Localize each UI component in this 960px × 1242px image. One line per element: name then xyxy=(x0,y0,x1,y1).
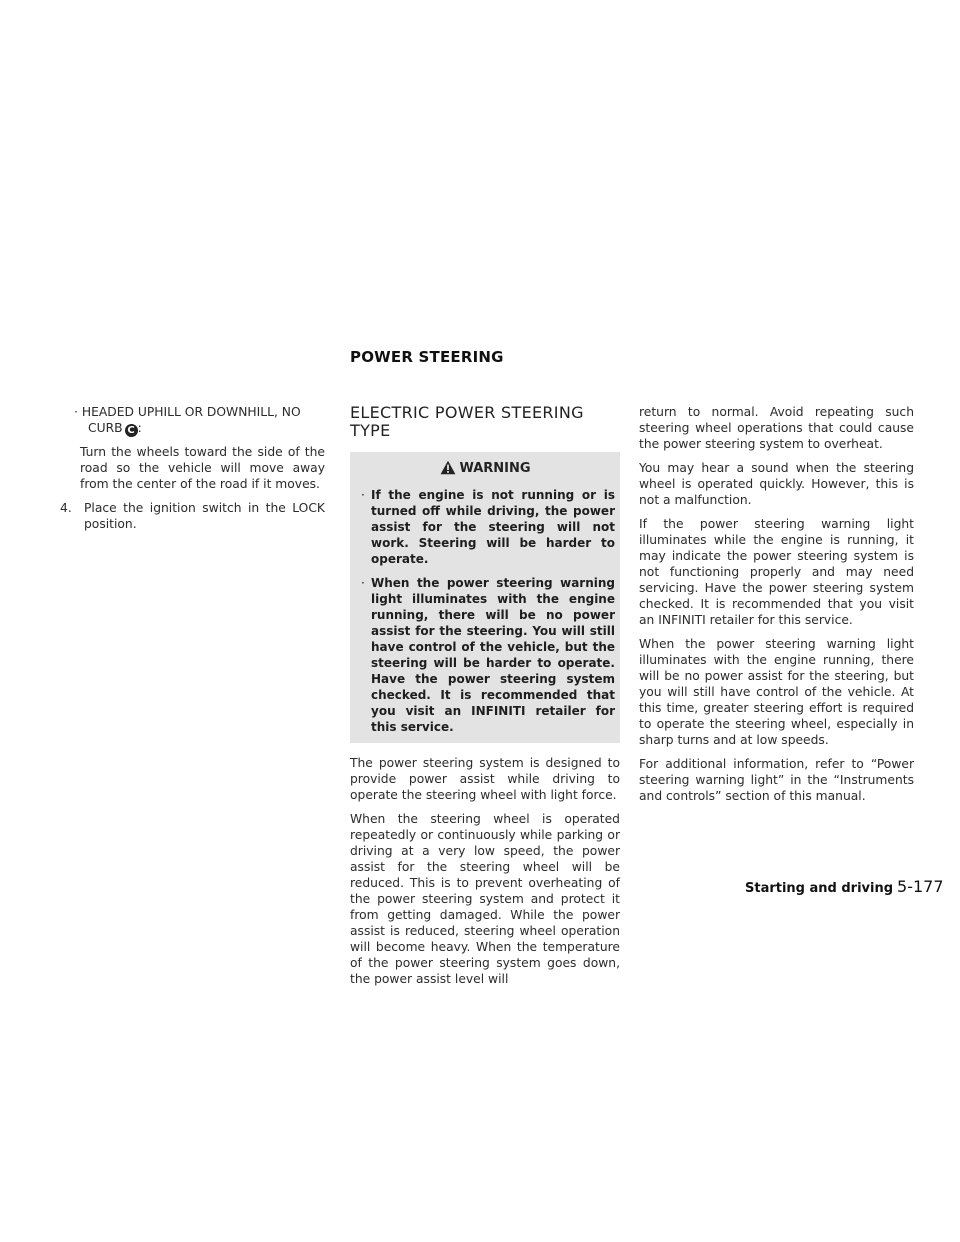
sub-item-uphill-downhill xyxy=(60,404,325,437)
step-text: Place the ignition switch in the LOCK position. xyxy=(84,501,325,531)
section-header: POWER STEERING xyxy=(350,348,504,366)
bullet-icon: · xyxy=(361,576,365,590)
subsection-heading: ELECTRIC POWER STEERING TYPE xyxy=(350,403,584,440)
body-paragraph: You may hear a sound when the steering wheel is operated quickly. However, this is not a malfunction. xyxy=(639,461,914,507)
body-paragraph: return to normal. Avoid repeating such steering wheel operations that could cause the power steering system to overheat. xyxy=(639,405,914,451)
page-footer xyxy=(745,877,944,896)
page-number: 5-177 xyxy=(897,877,944,896)
warning-item-text: When the power steering warning light illuminates with the engine running, there will be no power assist for the steering. You will still have control of the vehicle, but the steering will be harder to operate. Have the power steering system checked. It is recommended that you visit an INFINITI retailer for this service. xyxy=(371,576,615,734)
body-paragraph: If the power steering warning light illuminates while the engine is running, it may indicate the power steering system is not functioning properly and may need servicing. Have the power steering system checked. It is recommended that you visit an INFINITI retailer for this service. xyxy=(639,517,914,627)
warning-title-text: WARNING xyxy=(459,461,531,476)
warning-item xyxy=(356,575,615,735)
body-paragraph: When the power steering warning light illuminates with the engine running, there will be no power assist for the steering, but you will still have control of the vehicle. At this time, greater steering effort is required to operate the steering wheel, especially in sharp turns and at low speeds. xyxy=(639,637,914,747)
instruction-paragraph: Turn the wheels toward the side of the road so the vehicle will move away from the center of the road if it moves. xyxy=(80,445,325,491)
step-4 xyxy=(60,500,325,532)
warning-item-text: If the engine is not running or is turned off while driving, the power assist for the steering will not work. Steering will be harder to operate. xyxy=(371,488,615,566)
body-paragraph: When the steering wheel is operated repeatedly or continuously while parking or driving at a very low speed, the power assist for the steering wheel will be reduced. This is to prevent overheating of the power steering system and protect it from getting damaged. While the power assist is reduced, steering wheel operation will become heavy. When the temperature of the power steering system goes down, the power assist level will xyxy=(350,812,620,986)
sub-item-text: · HEADED UPHILL OR DOWNHILL, NO CURB xyxy=(74,405,301,435)
sub-item-suffix: : xyxy=(137,421,142,435)
body-paragraph: For additional information, refer to “Power steering warning light” in the “Instruments and controls” section of this manual. xyxy=(639,757,914,803)
column-middle xyxy=(350,404,620,995)
warning-item xyxy=(356,487,615,567)
column-right xyxy=(639,404,914,812)
warning-triangle-icon xyxy=(440,460,456,475)
warning-box xyxy=(350,452,620,743)
bullet-icon: · xyxy=(361,488,365,502)
body-paragraph: The power steering system is designed to provide power assist while driving to operate the steering wheel with light force. xyxy=(350,756,620,802)
column-left xyxy=(60,404,325,540)
warning-title xyxy=(356,460,615,477)
footer-section-title: Starting and driving xyxy=(745,881,894,896)
callout-c-icon: C xyxy=(125,424,138,437)
step-number: 4. xyxy=(60,501,72,515)
